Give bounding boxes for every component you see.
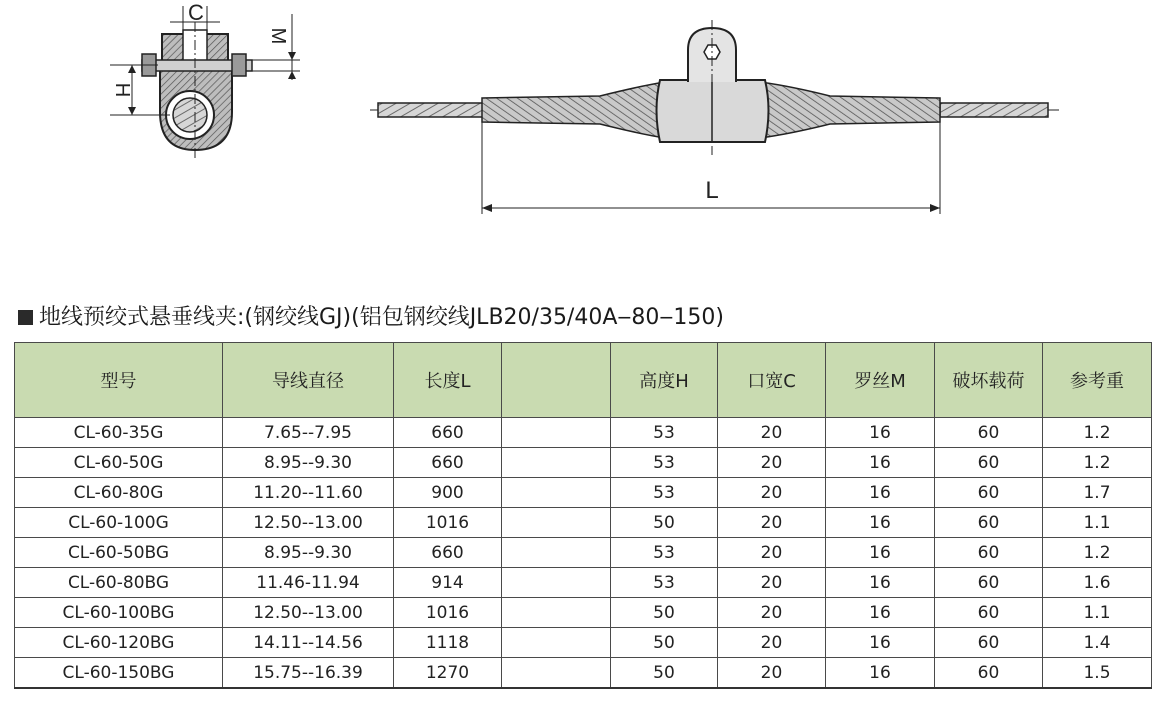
cell-model: CL-60-100BG [15, 598, 223, 628]
cell-breaking-load: 60 [935, 478, 1043, 508]
rods-left [482, 82, 665, 138]
cell-model: CL-60-50BG [15, 538, 223, 568]
cell-breaking-load: 60 [935, 418, 1043, 448]
cell-weight: 1.2 [1043, 418, 1152, 448]
cell-breaking-load: 60 [935, 628, 1043, 658]
cell-length: 1118 [394, 628, 502, 658]
table-row [15, 508, 1152, 538]
cell-height: 53 [611, 478, 718, 508]
cell-bolt: 16 [826, 448, 935, 478]
cell-weight: 1.5 [1043, 658, 1152, 689]
cell-bolt: 16 [826, 598, 935, 628]
cell-blank [502, 658, 611, 689]
spec-table [14, 342, 1152, 689]
dim-label-m: M [267, 27, 289, 45]
cell-bolt: 16 [826, 508, 935, 538]
cell-breaking-load: 60 [935, 448, 1043, 478]
cell-blank [502, 628, 611, 658]
header-breaking-load: 破坏载荷 [935, 343, 1043, 418]
rods-right [760, 82, 940, 138]
cell-opening: 20 [718, 418, 826, 448]
table-row [15, 568, 1152, 598]
cell-breaking-load: 60 [935, 598, 1043, 628]
conductor-right [940, 103, 1048, 117]
cell-length: 1270 [394, 658, 502, 689]
cell-bolt: 16 [826, 538, 935, 568]
cell-length: 1016 [394, 508, 502, 538]
cell-model: CL-60-150BG [15, 658, 223, 689]
header-length: 长度L [394, 343, 502, 418]
cell-diameter: 7.65--7.95 [223, 418, 394, 448]
cell-height: 50 [611, 598, 718, 628]
cell-model: CL-60-100G [15, 508, 223, 538]
header-height: 高度H [611, 343, 718, 418]
cell-model: CL-60-120BG [15, 628, 223, 658]
cell-height: 53 [611, 448, 718, 478]
cell-height: 53 [611, 568, 718, 598]
cell-bolt: 16 [826, 418, 935, 448]
front-view-drawing [370, 20, 1060, 214]
dim-label-h: H [111, 82, 133, 98]
cell-model: CL-60-50G [15, 448, 223, 478]
table-row [15, 478, 1152, 508]
cell-diameter: 12.50--13.00 [223, 598, 394, 628]
cell-opening: 20 [718, 448, 826, 478]
cell-model: CL-60-80G [15, 478, 223, 508]
conductor-left [378, 103, 483, 117]
cell-weight: 1.4 [1043, 628, 1152, 658]
cell-blank [502, 418, 611, 448]
technical-drawings [0, 0, 1157, 260]
table-header-row [15, 343, 1152, 418]
cell-length: 660 [394, 418, 502, 448]
cell-diameter: 8.95--9.30 [223, 448, 394, 478]
cell-height: 50 [611, 508, 718, 538]
cell-height: 53 [611, 418, 718, 448]
cell-height: 53 [611, 538, 718, 568]
cell-model: CL-60-35G [15, 418, 223, 448]
cell-breaking-load: 60 [935, 538, 1043, 568]
cell-diameter: 12.50--13.00 [223, 508, 394, 538]
cell-opening: 20 [718, 478, 826, 508]
cell-weight: 1.2 [1043, 448, 1152, 478]
side-view-drawing [110, 0, 300, 160]
table-row [15, 538, 1152, 568]
cell-weight: 1.7 [1043, 478, 1152, 508]
dim-label-l: L [705, 177, 719, 204]
cell-breaking-load: 60 [935, 508, 1043, 538]
cell-bolt: 16 [826, 478, 935, 508]
section-title [18, 300, 724, 336]
cell-weight: 1.1 [1043, 598, 1152, 628]
cell-opening: 20 [718, 538, 826, 568]
cell-opening: 20 [718, 628, 826, 658]
cell-weight: 1.6 [1043, 568, 1152, 598]
section-title-text: 地线预绞式悬垂线夹:(钢绞线GJ)(铝包钢绞线JLB20/35/40A‒80‒150) [39, 305, 724, 330]
cell-weight: 1.2 [1043, 538, 1152, 568]
cell-length: 914 [394, 568, 502, 598]
cell-length: 1016 [394, 598, 502, 628]
header-model: 型号 [15, 343, 223, 418]
cell-height: 50 [611, 658, 718, 689]
cell-diameter: 11.20--11.60 [223, 478, 394, 508]
cell-blank [502, 478, 611, 508]
cell-bolt: 16 [826, 628, 935, 658]
cell-blank [502, 568, 611, 598]
cell-length: 900 [394, 478, 502, 508]
header-diameter: 导线直径 [223, 343, 394, 418]
table-row [15, 598, 1152, 628]
cell-breaking-load: 60 [935, 568, 1043, 598]
cell-bolt: 16 [826, 658, 935, 689]
table-row [15, 658, 1152, 689]
cell-length: 660 [394, 448, 502, 478]
conductor-core [173, 98, 207, 132]
cell-diameter: 14.11--14.56 [223, 628, 394, 658]
cell-blank [502, 538, 611, 568]
cell-diameter: 11.46-11.94 [223, 568, 394, 598]
cell-blank [502, 508, 611, 538]
header-blank [502, 343, 611, 418]
cell-length: 660 [394, 538, 502, 568]
cell-bolt: 16 [826, 568, 935, 598]
cell-diameter: 8.95--9.30 [223, 538, 394, 568]
cell-blank [502, 598, 611, 628]
table-row [15, 448, 1152, 478]
cell-diameter: 15.75--16.39 [223, 658, 394, 689]
title-square-icon [18, 310, 33, 325]
cell-breaking-load: 60 [935, 658, 1043, 689]
cell-opening: 20 [718, 658, 826, 689]
table-row [15, 628, 1152, 658]
cell-weight: 1.1 [1043, 508, 1152, 538]
header-bolt: 罗丝M [826, 343, 935, 418]
cell-height: 50 [611, 628, 718, 658]
dim-label-c: C [188, 0, 204, 25]
header-weight: 参考重 [1043, 343, 1152, 418]
header-opening: 口宽C [718, 343, 826, 418]
cell-opening: 20 [718, 598, 826, 628]
bolt-nut [232, 54, 246, 76]
cell-blank [502, 448, 611, 478]
table-row [15, 418, 1152, 448]
cell-opening: 20 [718, 568, 826, 598]
cell-opening: 20 [718, 508, 826, 538]
cell-model: CL-60-80BG [15, 568, 223, 598]
